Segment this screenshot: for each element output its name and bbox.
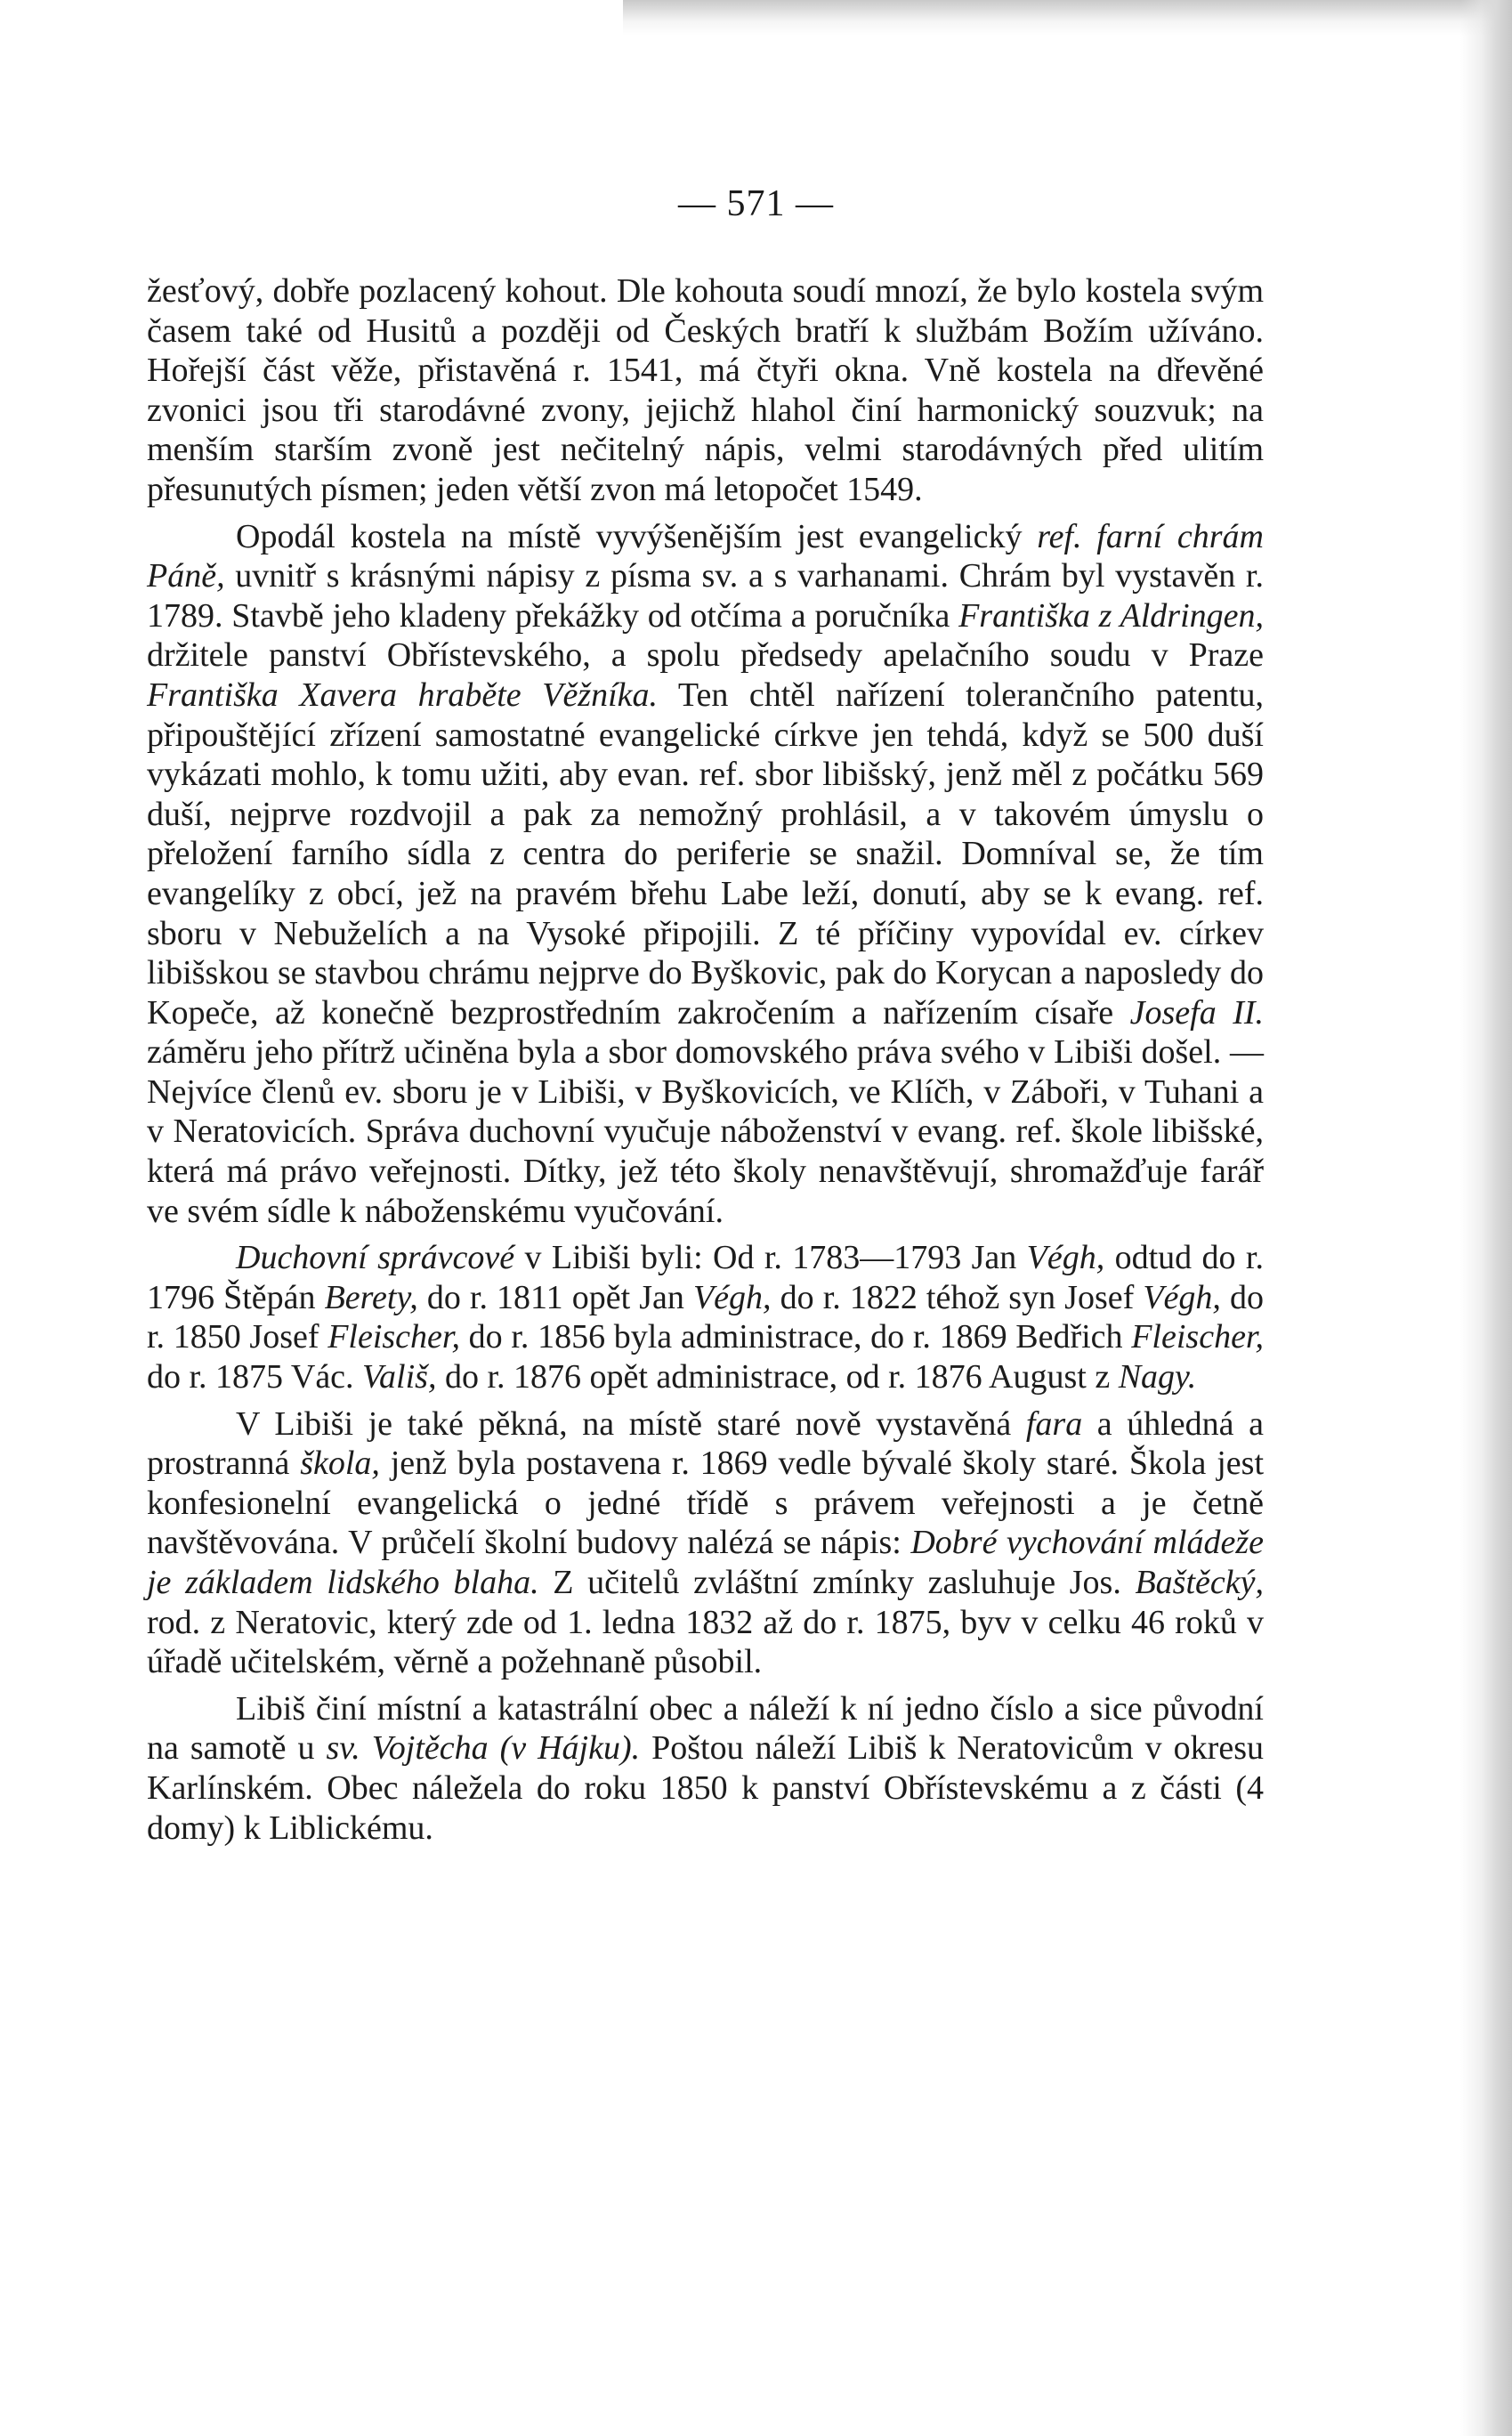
- text-segment: do r. 1811 opět Jan: [417, 1278, 693, 1316]
- scan-shadow-top: [623, 0, 1512, 36]
- italic-segment: Vališ,: [362, 1358, 437, 1396]
- italic-segment: Františka z Aldringen,: [958, 596, 1264, 635]
- text-segment: Ten chtěl nařízení tolerančního patentu, připouštějící zřízení samostatné evangelické církve jen tehdá, když se 500 duší vykázati mohlo, k tomu užiti, aby evan. ref. sbor libišský, jenž měl z počátku 569 duší, nejprve rozdvojil a pak za nemožný prohlásil, a v takovém úmyslu o přeložení farního sídla z centra do periferie se snažil. Domníval se, že tím evangelíky z obcí, jež na pravém břehu Labe leží, donutí, aby se k evang. ref. sboru v Nebuželích a na Vysoké připojili. Z té příčiny vypovídal ev. církev libišskou se stavbou chrámu nejprve do Byškovic, pak do Korycan a naposledy do Kopeče, až konečně bezprostředním zakročením a nařízením císaře: [147, 676, 1265, 1032]
- paragraph: [147, 271, 1264, 510]
- text-segment: Poštou náleží Libiš k Neratovicům v okresu Karlínském. Obec náležela do roku 1850 k panství Obřístevskému a z části (4 domy) k Liblickému.: [147, 1729, 1264, 1847]
- text-segment: do r. 1850 Josef: [147, 1278, 1265, 1356]
- page-number: — 571 —: [678, 183, 834, 224]
- italic-segment: Josefa II.: [1129, 993, 1264, 1032]
- text-segment: jenž byla postavena r. 1869 vedle bývalé školy staré. Škola jest konfesionelní evangelická o jedné třídě s právem veřejnosti a je četně navštěvována. V průčelí školní budovy nalézá se nápis:: [147, 1445, 1265, 1562]
- italic-segment: Duchovní správcové: [236, 1239, 515, 1277]
- italic-segment: fara: [1025, 1404, 1083, 1443]
- text-segment: do r. 1822 téhož syn Josef: [771, 1278, 1144, 1316]
- italic-segment: Végh,: [1143, 1278, 1221, 1316]
- scan-shadow-right: [1460, 0, 1512, 2436]
- italic-segment: Végh,: [1026, 1239, 1105, 1277]
- italic-segment: Fleischer,: [327, 1318, 460, 1356]
- paragraph: [147, 517, 1264, 1232]
- italic-segment: Berety,: [324, 1278, 418, 1316]
- text-segment: do r. 1876 opět administrace, od r. 1876 August z: [436, 1358, 1119, 1396]
- italic-segment: Nagy.: [1118, 1358, 1197, 1396]
- paragraph: [147, 1238, 1264, 1396]
- italic-segment: Baštěcký,: [1135, 1564, 1264, 1601]
- text-segment: do r. 1875 Vác.: [147, 1358, 363, 1396]
- text-segment: odtud do r. 1796 Štěpán: [147, 1239, 1264, 1316]
- text-segment: uvnitř s krásnými nápisy z písma sv. a s varhanami. Chrám byl vystavěn r. 1789. Stavbě jeho kladeny překážky od otčíma a poručníka: [147, 557, 1264, 635]
- text-segment: držitele panství Obřístevského, a spolu předsedy apelačního soudu v Praze: [147, 636, 1264, 675]
- italic-segment: ref. farní chrám Páně,: [147, 517, 1264, 595]
- text-segment: rod. z Neratovic, který zde od 1. ledna 1832 až do r. 1875, byv v celku 46 roků v úřadě učitelském, věrně a požehnaně působil.: [147, 1603, 1264, 1681]
- body-text: [147, 271, 1264, 1848]
- text-segment: Z učitelů zvláštní zmínky zasluhuje Jos.: [538, 1564, 1136, 1601]
- text-segment: Libiš činí místní a katastrální obec a náleží k ní jedno číslo a sice původní na samotě u: [147, 1689, 1264, 1768]
- text-segment: Opodál kostela na místě vyvýšenějším jest evangelický: [236, 517, 1038, 555]
- text-segment: a úhledná a prostranná: [147, 1404, 1264, 1483]
- paragraph: [147, 1404, 1264, 1682]
- italic-segment: Františka Xavera hraběte Věžníka.: [147, 676, 659, 714]
- text-segment: záměru jeho přítrž učiněna byla a sbor domovského práva svého v Libiši došel. — Nejvíce členů ev. sboru je v Libiši, v Byškovicích, ve Klíčh, v Záboři, v Tuhani a v Neratovicích. Správa duchovní vyučuje náboženství v evang. ref. škole libišské, která má právo veřejnosti. Dítky, jež této školy nenavštěvují, shromažďuje farář ve svém sídle k náboženskému vyučování.: [147, 1033, 1264, 1230]
- italic-segment: Végh,: [692, 1278, 772, 1316]
- italic-segment: škola,: [300, 1445, 380, 1483]
- italic-segment: Fleischer,: [1131, 1318, 1265, 1356]
- paragraph: [147, 1689, 1264, 1848]
- italic-segment: Dobré vychování mládeže je základem lidského blaha.: [147, 1524, 1265, 1601]
- text-segment: V Libiši je také pěkná, na místě staré nově vystavěná: [236, 1404, 1026, 1443]
- text-segment: v Libiši byli: Od r. 1783—1793 Jan: [514, 1239, 1027, 1277]
- italic-segment: sv. Vojtěcha (v Hájku).: [326, 1729, 641, 1768]
- text-segment: do r. 1856 byla administrace, do r. 1869 Bedřich: [459, 1318, 1132, 1356]
- text-segment: žesťový, dobře pozlacený kohout. Dle kohouta soudí mnozí, že bylo kostela svým časem také od Husitů a později od Českých bratří k službám Božím užíváno. Hořejší část věže, přistavěná r. 1541, má čtyři okna. Vně kostela na dřevěné zvonici jsou tři starodávné zvony, jejichž hlahol činí harmonický souzvuk; na menším starším zvoně jest nečitelný nápis, velmi starodávných před ulitím přesunutých písmen; jeden větší zvon má letopočet 1549.: [147, 272, 1264, 508]
